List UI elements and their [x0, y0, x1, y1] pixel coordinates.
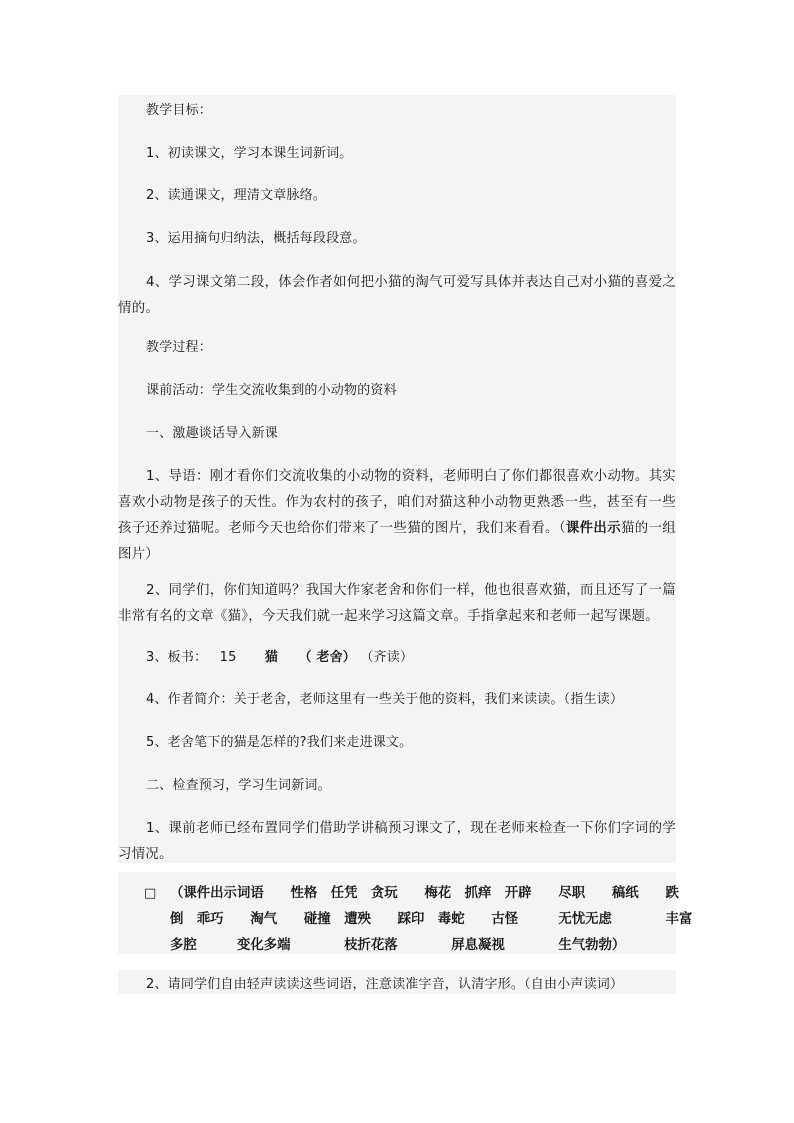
goal-item: 1、初读课文，学习本课生词新词。 [146, 146, 353, 161]
vocabulary-list [118, 881, 693, 959]
vocab-line: 倒 乖巧 淘气 碰撞 遭殃 踩印 毒蛇 古怪 无忧无虑 丰富 [170, 912, 693, 927]
step-3-board [118, 645, 704, 671]
vocab-line: （课件出示词语 性格 任凭 贪玩 梅花 抓痒 开辟 尽职 稿纸 跌 [170, 886, 679, 901]
step-1-tail: 猫的一组图片） [118, 521, 676, 562]
step-4: 4、作者简介：关于老舍，老师这里有一些关于他的资料，我们来读读。（指生读） [146, 692, 624, 707]
goal-item: 2、读通课文，理清文章脉络。 [146, 188, 327, 203]
section-title: 二、检查预习，学习生词新词。 [146, 778, 331, 793]
process-heading: 教学过程： [146, 340, 213, 355]
goals-heading: 教学目标： [146, 103, 213, 118]
section-2-step-1: 1、课前老师已经布置同学们借助学讲稿预习课文了，现在老师来检查一下你们字词的学习情况。 [118, 821, 676, 862]
lesson-number: 15 [219, 650, 237, 665]
lesson-author: （ 老舍） [298, 650, 356, 665]
step-2-paragraph: 2、同学们，你们知道吗？我国大作家老舍和你们一样，他也很喜欢猫，而且还写了一篇非常有名的文章《猫》，今天我们就一起来学习这篇文章。手指拿起来和老师一起写课题。 [118, 583, 676, 624]
board-label: 3、板书： [146, 650, 208, 665]
goal-item: 3、运用摘句归纳法，概括每段段意。 [146, 231, 366, 246]
section-2-step-2: 2、请同学们自由轻声读读这些词语，注意读准字音，认清字形。（自由小声读词） [146, 977, 624, 992]
read-note: （齐读） [360, 650, 414, 665]
pre-class-activity: 课前活动：学生交流收集到的小动物的资料 [146, 383, 397, 398]
goal-item: 4、学习课文第二段，体会作者如何把小猫的淘气可爱写具体并表达自己对小猫的喜爱之情的。 [118, 275, 676, 316]
bullet-icon: □ [144, 886, 157, 901]
step-5: 5、老舍笔下的猫是怎样的?我们来走进课文。 [146, 735, 413, 750]
vocab-line: 多腔 变化多端 枝折花落 屏息凝视 生气勃勃） [170, 938, 626, 953]
step-1-paragraph [118, 464, 676, 568]
section-title: 一、激趣谈话导入新课 [146, 426, 279, 441]
step-1-bold: 课件出示 [565, 521, 621, 536]
lesson-title: 猫 [264, 650, 279, 665]
step-1-text: 1、导语：刚才看你们交流收集的小动物的资料，老师明白了你们都很喜欢小动物。其实喜欢小动物是孩子的天性。作为农村的孩子，咱们对猫这种小动物更熟悉一些，甚至有一些孩子还养过猫呢。老师今天也给你们带来了一些猫的图片，我们来看看。（ [118, 469, 676, 536]
